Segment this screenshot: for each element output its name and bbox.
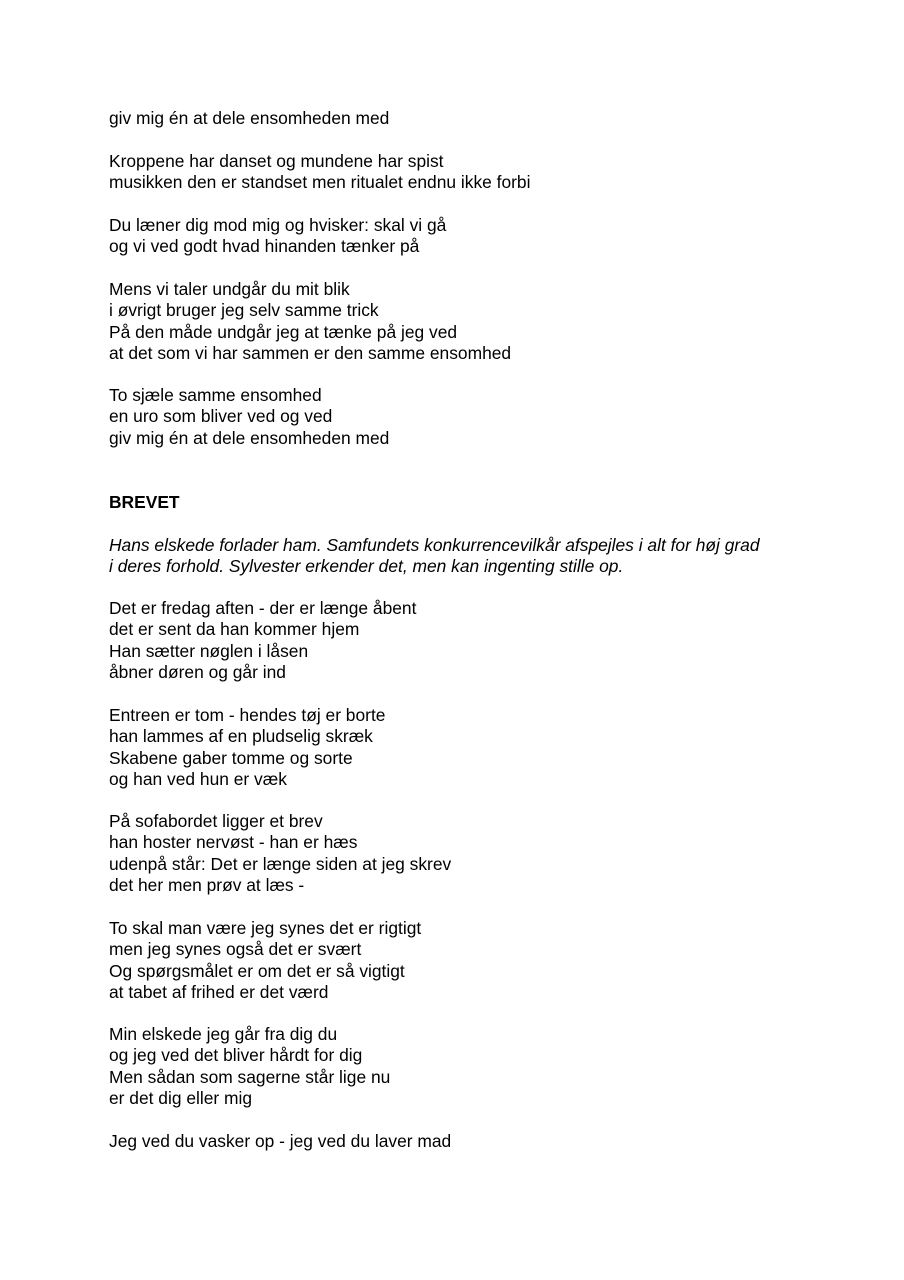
text-line: To sjæle samme ensomhed	[109, 385, 322, 405]
text-line: Det er fredag aften - der er længe åbent	[109, 598, 417, 618]
stanza-10	[109, 1024, 829, 1110]
text-line: musikken den er standset men ritualet endnu ikke forbi	[109, 172, 531, 193]
text-line: Du læner dig mod mig og hvisker: skal vi gå	[109, 215, 447, 235]
text-line: Han sætter nøglen i låsen	[109, 640, 309, 661]
heading-text: BREVET	[109, 492, 180, 512]
stanza-7	[109, 705, 829, 791]
section-intro	[109, 535, 829, 578]
text-line: giv mig én at dele ensomheden med	[109, 108, 390, 128]
stanza-8	[109, 811, 829, 897]
text-line: Entreen er tom - hendes tøj er borte	[109, 705, 386, 725]
section-heading	[109, 492, 829, 513]
text-line: han lammes af en pludselig skræk	[109, 726, 373, 747]
stanza-4	[109, 279, 829, 365]
text-line: åbner døren og går ind	[109, 662, 286, 683]
intro-line: Hans elskede forlader ham. Samfundets konkurrencevilkår afspejles i alt for høj grad	[109, 535, 760, 555]
text-line: Skabene gaber tomme og sorte	[109, 747, 353, 768]
text-line: udenpå står: Det er længe siden at jeg skrev	[109, 853, 452, 874]
text-line: Min elskede jeg går fra dig du	[109, 1024, 338, 1044]
text-line: På sofabordet ligger et brev	[109, 811, 323, 831]
intro-line: i deres forhold. Sylvester erkender det, men kan ingenting stille op.	[109, 556, 624, 577]
text-line: Men sådan som sagerne står lige nu	[109, 1066, 391, 1087]
text-line: i øvrigt bruger jeg selv samme trick	[109, 300, 379, 321]
text-line: men jeg synes også det er svært	[109, 939, 362, 960]
text-line: Jeg ved du vasker op - jeg ved du laver mad	[109, 1131, 452, 1151]
text-line: han hoster nervøst - han er hæs	[109, 832, 358, 853]
stanza-5	[109, 385, 829, 449]
text-line: Og spørgsmålet er om det er så vigtigt	[109, 960, 405, 981]
text-line: og vi ved godt hvad hinanden tænker på	[109, 236, 420, 257]
stanza-2	[109, 151, 829, 194]
text-line: Kroppene har danset og mundene har spist	[109, 151, 444, 171]
text-line: er det dig eller mig	[109, 1088, 253, 1109]
text-line: og han ved hun er væk	[109, 769, 287, 790]
text-line: det her men prøv at læs -	[109, 875, 305, 896]
text-line: at tabet af frihed er det værd	[109, 982, 329, 1003]
text-line: Mens vi taler undgår du mit blik	[109, 279, 350, 299]
text-line: og jeg ved det bliver hårdt for dig	[109, 1045, 363, 1066]
stanza-6	[109, 598, 829, 684]
text-line: To skal man være jeg synes det er rigtigt	[109, 918, 422, 938]
text-line: en uro som bliver ved og ved	[109, 406, 333, 427]
stanza-3	[109, 215, 829, 258]
text-line: det er sent da han kommer hjem	[109, 619, 360, 640]
text-line: På den måde undgår jeg at tænke på jeg ved	[109, 321, 458, 342]
stanza-11	[109, 1131, 829, 1152]
stanza-9	[109, 918, 829, 1004]
text-line: at det som vi har sammen er den samme ensomhed	[109, 343, 512, 364]
text-line: giv mig én at dele ensomheden med	[109, 427, 390, 448]
stanza-1	[109, 108, 829, 129]
